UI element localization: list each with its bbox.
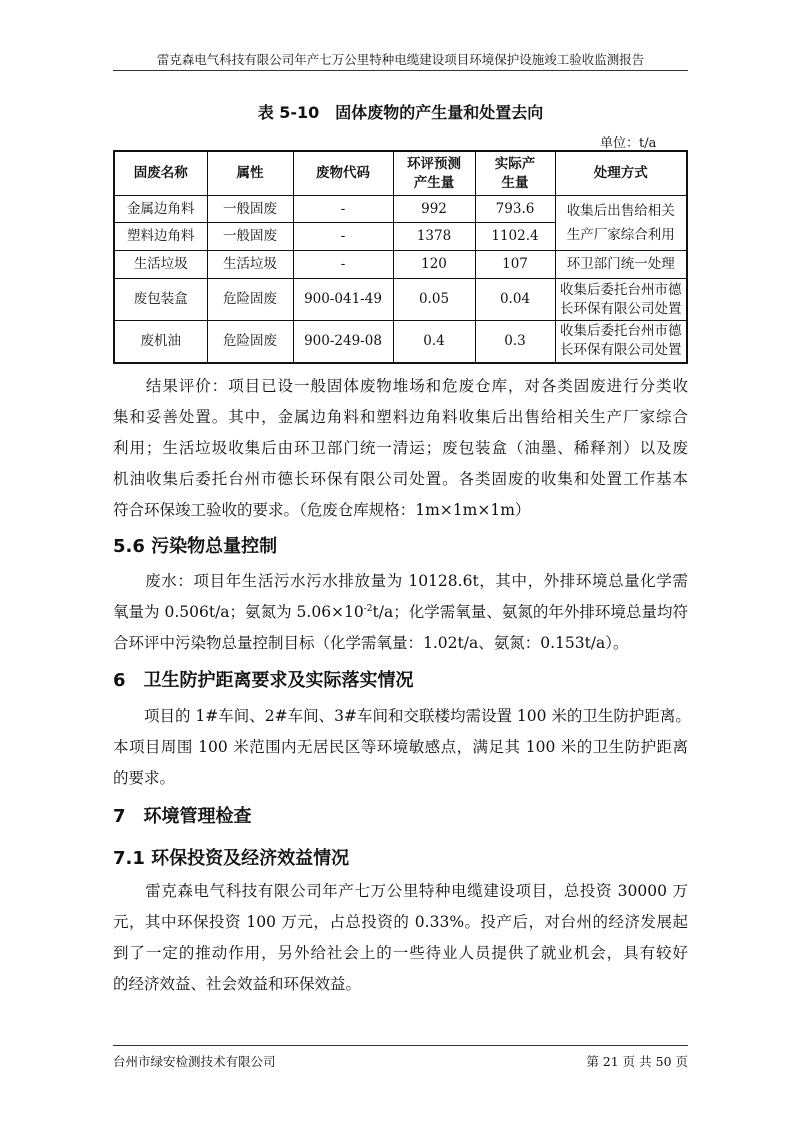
cell: 收集后委托台州市德长环保有限公司处置 <box>555 321 687 363</box>
section-heading: 6 卫生防护距离要求及实际落实情况 <box>113 670 414 691</box>
table-row <box>114 196 687 223</box>
cell: 0.04 <box>475 279 555 321</box>
cell: - <box>293 196 393 223</box>
cell: 危险固废 <box>207 279 293 321</box>
cell: 900-249-08 <box>293 321 393 363</box>
table-unit: 单位：t/a <box>600 136 657 151</box>
paragraph-line: 的要求。 <box>113 769 176 787</box>
col-header: 环评预测产生量 <box>393 151 475 196</box>
cell: 793.6 <box>475 196 555 223</box>
footer-rule <box>113 1045 688 1046</box>
paragraph-line: 氧量为 0.506t/a；氨氮为 $5.06\times 10^{-2}t/a$；化学需氧量、氨氮的年外排环境总量均符 <box>113 603 688 621</box>
paragraph-line: 项目的 1#车间、2#车间、3#车间和交联楼均需设置 100 米的卫生防护距离。 <box>113 707 691 725</box>
cell: 107 <box>475 251 555 279</box>
cell: 金属边角料 <box>114 196 207 223</box>
cell: 0.3 <box>475 321 555 363</box>
section-heading: 7.1 环保投资及经济效益情况 <box>113 848 350 869</box>
footer-company: 台州市绿安检测技术有限公司 <box>113 1054 276 1069</box>
col-header: 实际产生量 <box>475 151 555 196</box>
cell: 收集后出售给相关生产厂家综合利用 <box>555 196 687 251</box>
paragraph-line: 符合环保竣工验收的要求。（危废仓库规格：1m×1m×1m） <box>113 501 531 519</box>
cell: 900-041-49 <box>293 279 393 321</box>
col-header: 固废名称 <box>114 151 207 196</box>
paragraph-line: 的经济效益、社会效益和环保效益。 <box>113 975 362 993</box>
page-number: 第 21 页 共 50 页 <box>586 1054 688 1069</box>
paragraph-line: 雷克森电气科技有限公司年产七万公里特种电缆建设项目，总投资 30000 万 <box>113 882 688 900</box>
cell: 一般固废 <box>207 196 293 223</box>
table-row <box>114 279 687 321</box>
paragraph-line: 到了一定的推动作用，另外给社会上的一些待业人员提供了就业机会，具有较好 <box>113 944 688 962</box>
table-row <box>114 251 687 279</box>
paragraph-line: 利用；生活垃圾收集后由环卫部门统一清运；废包装盒（油墨、稀释剂）以及废 <box>113 439 688 457</box>
running-header: 雷克森电气科技有限公司年产七万公里特种电缆建设项目环境保护设施竣工验收监测报告 <box>156 52 645 67</box>
cell: 1102.4 <box>475 223 555 251</box>
cell: 塑料边角料 <box>114 223 207 251</box>
table-row <box>114 321 687 363</box>
cell: - <box>293 223 393 251</box>
cell: 120 <box>393 251 475 279</box>
cell: 收集后委托台州市德长环保有限公司处置 <box>555 279 687 321</box>
cell: 1378 <box>393 223 475 251</box>
cell: 992 <box>393 196 475 223</box>
cell: 一般固废 <box>207 223 293 251</box>
cell: 0.05 <box>393 279 475 321</box>
paragraph-line: 元，其中环保投资 100 万元，占总投资的 0.33%。投产后，对台州的经济发展起 <box>113 913 688 931</box>
col-header: 废物代码 <box>293 151 393 196</box>
paragraph-line: 本项目周围 100 米范围内无居民区等环境敏感点，满足其 100 米的卫生防护距离 <box>113 738 688 756</box>
cell: 废包装盒 <box>114 279 207 321</box>
table-title: 表 5-10 固体废物的产生量和处置去向 <box>257 103 544 122</box>
section-heading: 5.6 污染物总量控制 <box>113 536 278 557</box>
paragraph-line: 合环评中污染物总量控制目标（化学需氧量：1.02t/a、氨氮：0.153t/a）。 <box>113 634 629 652</box>
header-rule <box>113 70 688 71</box>
solid-waste-table <box>113 150 688 364</box>
cell: 危险固废 <box>207 321 293 363</box>
paragraph-line: 废水：项目年生活污水污水排放量为 10128.6t，其中，外排环境总量化学需 <box>113 572 688 590</box>
cell: 生活垃圾 <box>114 251 207 279</box>
col-header: 属性 <box>207 151 293 196</box>
cell: 环卫部门统一处理 <box>555 251 687 279</box>
paragraph-line: 机油收集后委托台州市德长环保有限公司处置。各类固废的收集和处置工作基本 <box>113 470 688 488</box>
paragraph-line: 结果评价：项目已设一般固体废物堆场和危废仓库，对各类固废进行分类收 <box>113 377 688 395</box>
col-header: 处理方式 <box>555 151 687 196</box>
cell: 生活垃圾 <box>207 251 293 279</box>
paragraph-line: 集和妥善处置。其中，金属边角料和塑料边角料收集后出售给相关生产厂家综合 <box>113 408 688 426</box>
table-header-row <box>114 151 687 196</box>
cell: 废机油 <box>114 321 207 363</box>
cell: - <box>293 251 393 279</box>
section-heading: 7 环境管理检查 <box>113 806 252 827</box>
cell: 0.4 <box>393 321 475 363</box>
